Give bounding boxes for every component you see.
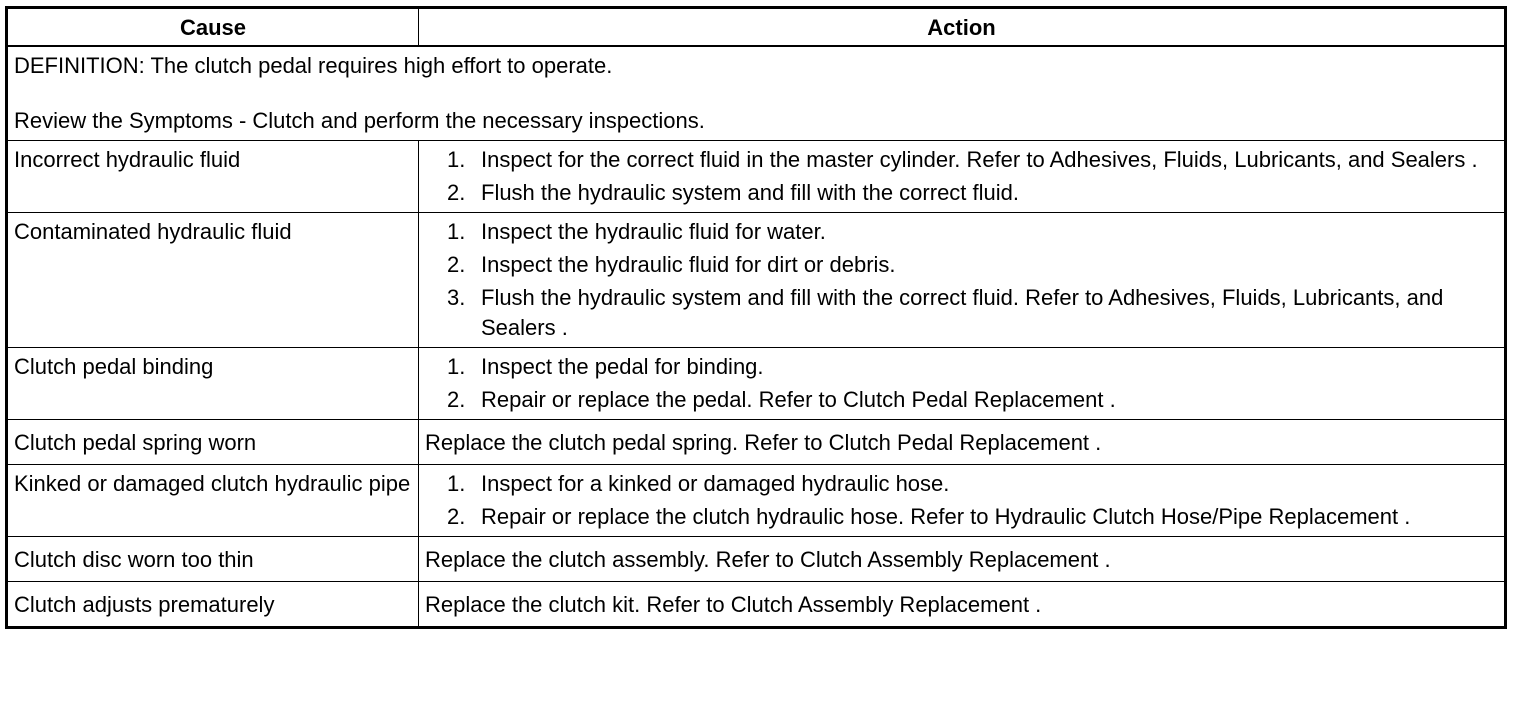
- diagnostic-table: [5, 6, 1507, 629]
- action-header: Action: [419, 8, 1506, 47]
- action-cell: [419, 348, 1506, 420]
- step-text: Inspect the pedal for binding.: [481, 354, 764, 379]
- step-number: 1.: [447, 219, 466, 244]
- step-number: 2.: [447, 504, 466, 529]
- definition-cell: [7, 46, 1506, 141]
- step-text: Inspect the hydraulic fluid for dirt or debris.: [481, 252, 896, 277]
- cause-header: Cause: [7, 8, 419, 47]
- step-number: 2.: [447, 252, 466, 277]
- step-number: 1.: [447, 354, 466, 379]
- cause-cell: Clutch pedal spring worn: [7, 420, 419, 465]
- step-number: 2.: [447, 387, 466, 412]
- step-number: 2.: [447, 180, 466, 205]
- step-number: 3.: [447, 285, 466, 310]
- action-step: [447, 502, 1499, 532]
- step-text: Flush the hydraulic system and fill with the correct fluid. Refer to Adhesives, Fluids, Lubricants, and Sealers .: [481, 285, 1444, 340]
- action-step: [447, 145, 1499, 175]
- table-row: [7, 582, 1506, 628]
- action-cell: Replace the clutch pedal spring. Refer to Clutch Pedal Replacement .: [419, 420, 1506, 465]
- action-cell: [419, 141, 1506, 213]
- cause-cell: Clutch adjusts prematurely: [7, 582, 419, 628]
- table-row: [7, 141, 1506, 213]
- action-steps: [425, 217, 1499, 343]
- definition-row: [7, 46, 1506, 141]
- action-steps: [425, 469, 1499, 532]
- cause-cell: Contaminated hydraulic fluid: [7, 213, 419, 348]
- review-symptoms-text: Review the Symptoms - Clutch and perform the necessary inspections.: [14, 108, 705, 133]
- step-text: Repair or replace the clutch hydraulic hose. Refer to Hydraulic Clutch Hose/Pipe Replacement .: [481, 504, 1411, 529]
- action-steps: [425, 352, 1499, 415]
- step-text: Inspect for the correct fluid in the master cylinder. Refer to Adhesives, Fluids, Lubricants, and Sealers .: [481, 147, 1478, 172]
- header-row: [7, 8, 1506, 47]
- action-cell: [419, 213, 1506, 348]
- action-step: [447, 178, 1499, 208]
- action-step: [447, 469, 1499, 499]
- definition-text: DEFINITION: The clutch pedal requires high effort to operate.: [14, 53, 613, 78]
- step-number: 1.: [447, 471, 466, 496]
- step-text: Flush the hydraulic system and fill with the correct fluid.: [481, 180, 1020, 205]
- step-number: 1.: [447, 147, 466, 172]
- action-steps: [425, 145, 1499, 208]
- table-row: [7, 537, 1506, 582]
- step-text: Inspect the hydraulic fluid for water.: [481, 219, 826, 244]
- table-row: [7, 348, 1506, 420]
- table-row: [7, 213, 1506, 348]
- cause-cell: Kinked or damaged clutch hydraulic pipe: [7, 465, 419, 537]
- cause-cell: Clutch disc worn too thin: [7, 537, 419, 582]
- action-cell: Replace the clutch kit. Refer to Clutch Assembly Replacement .: [419, 582, 1506, 628]
- action-cell: Replace the clutch assembly. Refer to Clutch Assembly Replacement .: [419, 537, 1506, 582]
- table-row: [7, 465, 1506, 537]
- action-step: [447, 352, 1499, 382]
- step-text: Inspect for a kinked or damaged hydraulic hose.: [481, 471, 950, 496]
- step-text: Repair or replace the pedal. Refer to Clutch Pedal Replacement .: [481, 387, 1116, 412]
- action-step: [447, 250, 1499, 280]
- action-step: [447, 217, 1499, 247]
- action-step: [447, 385, 1499, 415]
- action-cell: [419, 465, 1506, 537]
- cause-cell: Incorrect hydraulic fluid: [7, 141, 419, 213]
- cause-cell: Clutch pedal binding: [7, 348, 419, 420]
- table-row: [7, 420, 1506, 465]
- action-step: [447, 283, 1499, 343]
